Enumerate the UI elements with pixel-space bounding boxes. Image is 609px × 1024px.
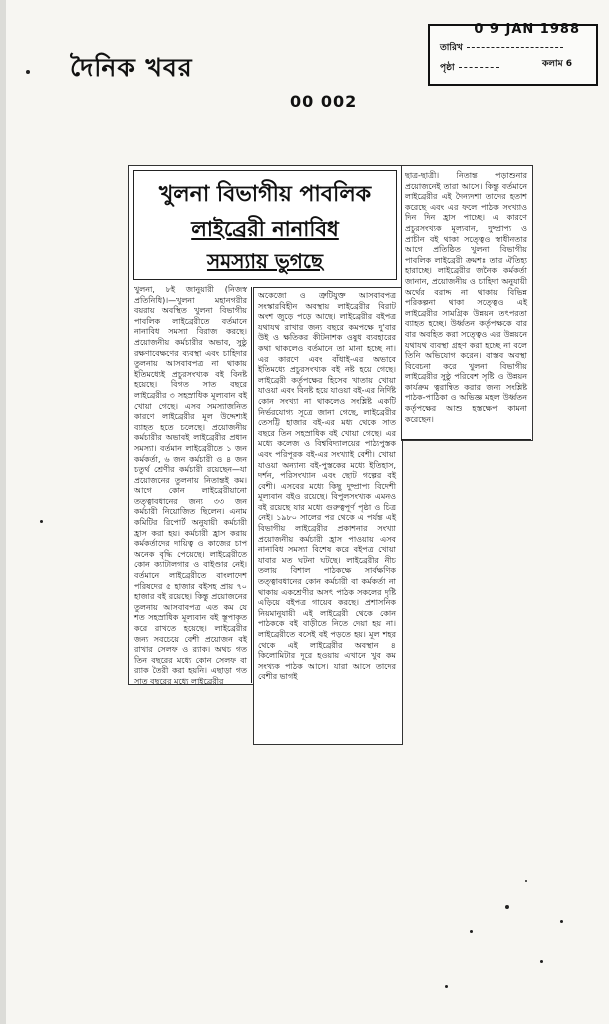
scan-speck bbox=[505, 905, 509, 909]
stamp-date-line bbox=[467, 47, 563, 48]
stamp-column-field bbox=[542, 56, 572, 71]
scan-speck bbox=[470, 930, 473, 933]
scan-speck bbox=[525, 880, 527, 882]
stamp-column-value: 6 bbox=[565, 59, 572, 69]
scan-speck bbox=[445, 985, 448, 988]
scan-speck bbox=[26, 70, 30, 74]
article-column-2: অকেজো ও ত্রুটিযুক্ত আসবাবপত্র সংস্কারবিহীন অবস্থায় লাইব্রেরীর বিরাট অংশ জুড়ে পড়ে আছে। লাইব্রেরীর বইপত্র যথাযথ রাখার জন্য বছরে কমপক্ষে দু'বার উই ও ক্ষতিকর কীটনাশক ওষুধ ব্যবহারের কথা থাকলেও বর্তমানে তা মানা হচ্ছে না। এর কারণে এবং বাঁধাই-এর অভাবে ইতিমধ্যে প্রচুরসংখ্যক বই নষ্ট হয়ে গেছে। লাইব্রেরী কর্তৃপক্ষের হিসেব খাতায় খোয়া যাওয়া এবং বিনষ্ট হয়ে যাওয়া বই-এর নির্দিষ্ট কোন সংখ্যা না থাকলেও সংশ্লিষ্ট একটি নির্ভরযোগ্য সূত্রে জানা গেছে, লাইব্রেরীর তেসট্টি হাজার বই-এর মধ্য থেকে সাত বছরে তিন সহস্রাধিক বই খোয়া গেছে। এর মধ্যে কলেজ ও বিশ্ববিদ্যালয়ের পাঠ্যপুস্তক এবং পরিপূরক বই-এর সংখ্যাই বেশী। খোয়া যাওয়া অন্যান্য বই-পুস্তকের মধ্যে ইতিহাস, দর্শন, পরিসংখ্যান এবং ছোট গল্পের বই বেশী। এসবের মধ্যে কিছু দুষ্প্রাপ্য বিদেশী মূল্যবান বইও রয়েছে। বিপুলসংখ্যক এমনও বই রয়েছে যার মধ্যে গুরুত্বপূর্ণ পৃষ্ঠা ও চিত্র নেই। ১৯৮০ সালের পর থেকে এ পর্যন্ত এই বিভাগীয় লাইব্রেরীর প্রকাশনার সংখ্যা প্রয়োজনীয় কর্মচারী হ্রাস পাওয়ায় এসব নানাবিধ সমস্যা বিশেষ করে বইপত্র খোয়া যাবার মত ঘটনা ঘটছে। লাইব্রেরীর নীচ তলায় বিশাল পাঠকক্ষে সার্বক্ষণিক তত্ত্বাবধানের কোন কর্মচারী বা কর্মকর্তা না থাকায় একশ্রেণীর অসৎ পাঠক সকলের দৃষ্টি এড়িয়ে বইপত্র গায়েব করছে। প্রশাসনিক নিয়মানুযায়ী এই লাইব্রেরী থেকে কোন পাঠককে বই বাড়ীতে নিতে দেয়া হয় না। লাইব্রেরীতে বসেই বই পড়তে হয়। মূল শহর থেকে এই লাইব্রেরীর অবস্থান ৪ কিলোমিটার দূরে হওয়ায় এখানে খুব কম সংখ্যক পাঠক আসে। যারা আসে তাদের বেশীর ভাগই bbox=[258, 291, 396, 682]
stamp-date-label: তারিখ bbox=[440, 43, 463, 53]
page-edge bbox=[0, 0, 6, 1024]
headline-line-1: খুলনা বিভাগীয় পাবলিক bbox=[158, 182, 372, 207]
stamp-page-line bbox=[459, 67, 499, 68]
scan-speck bbox=[560, 920, 563, 923]
clipping-divider bbox=[401, 439, 531, 440]
stamp-column-label: কলাম bbox=[541, 59, 563, 69]
scan-speck bbox=[40, 520, 43, 523]
article-headline bbox=[133, 170, 397, 280]
scan-speck bbox=[540, 960, 543, 963]
headline-line-2: লাইব্রেরী নানাবিধ bbox=[191, 217, 339, 241]
newspaper-name: দৈনিক খবর bbox=[70, 53, 193, 82]
headline-line-3: সমস্যায় ভুগছে bbox=[206, 249, 324, 273]
article-column-3: ছাত্র-ছাত্রী। নিতান্ত পড়াশুনার প্রয়োজনেই তারা আসে। কিন্তু বর্তমানে লাইব্রেরীর এই দৈন্যদশা তাদের হতাশ করেছে এবং এর ফলে পাঠক সংখ্যাও দিন দিন হ্রাস পাচ্ছে। এ কারণে প্রচুরসংখ্যক মূল্যবান, দুষ্প্রাপ্য ও প্রাচীন বই থাকা সত্ত্বেও স্বাধীনতার আগে প্রতিষ্ঠিত খুলনা বিভাগীয় পাবলিক লাইব্রেরী ক্রমশঃ তার ঐতিহ্য হারাচ্ছে। লাইব্রেরীর জনৈক কর্মকর্তা জানান, প্রয়োজনীয় ও চাহিদা অনুযায়ী অর্থের বরাদ্দ না থাকায় বিভিন্ন পরিকল্পনা থাকা সত্ত্বেও এই লাইব্রেরীর সামগ্রিক উন্নয়ন তৎপরতা ব্যাহত হচ্ছে। উর্ধ্বতন কর্তৃপক্ষকে বার বার অবহিত করা সত্ত্বেও এর উন্নয়নে যথাযথ ব্যবস্থা গ্রহণ করা হচ্ছে না বলে তিনি অভিযোগ করেন। বাস্তব অবস্থা বিবেচনা করে খুলনা বিভাগীয় লাইব্রেরীর সুষ্ঠু পরিবেশ সৃষ্টি ও উন্নয়ন কার্যক্রম ত্বরান্বিত করার জন্য সংশ্লিষ্ট পাঠক-পাঠিকা ও অভিজ্ঞ মহল উর্ধ্বতন কর্তৃপক্ষের আশু হস্তক্ষেপ কামনা করেছেন। bbox=[405, 171, 527, 424]
stamp-date: 0 9 JAN 1988 bbox=[474, 22, 580, 37]
date-stamp bbox=[428, 24, 598, 86]
column-rule bbox=[251, 287, 252, 683]
serial-number: 00 002 bbox=[290, 92, 358, 111]
stamp-page-label: পৃষ্ঠা bbox=[440, 63, 455, 73]
stamp-page-row bbox=[440, 60, 499, 75]
stamp-date-row bbox=[440, 40, 563, 55]
article-column-1: খুলনা, ৮ই জানুয়ারী (নিজস্ব প্রতিনিধি)।—খুলনা মহানগরীর বয়রায় অবস্থিত খুলনা বিভাগীয় পাবলিক লাইব্রেরীতে বর্তমানে নানাবিধ সমস্যা বিরাজ করছে। প্রয়োজনীয় কর্মচারীর অভাব, সুষ্ঠু রক্ষণাবেক্ষণের ব্যবস্থা এবং চাহিদার তুলনায় আসবাবপত্র না থাকায় ইতিমধ্যেই প্রচুরসংখ্যক বই বিনষ্ট হয়েছে। বিগত সাত বছরে লাইব্রেরীর ৩ সহস্রাধিক মূল্যবান বই খোয়া গেছে। এসব সমস্যাজনিত কারণে লাইব্রেরীর মূল উদ্দেশ্যই ব্যাহত হতে চলেছে। প্রয়োজনীয় কর্মচারীর অভাবই লাইব্রেরীর প্রধান সমস্যা। বর্তমান লাইব্রেরীতে ১ জন কর্মকর্তা, ৬ জন কর্মচারী ও ৪ জন চতুর্থ শ্রেণীর কর্মচারী রয়েছেন—যা প্রয়োজনের তুলনায় নিতান্তই কম। আগে কোন লাইব্রেরীয়ানো তত্ত্বাবধানের জন্য ৩৩ জন কর্মচারী নিয়োজিত ছিলেন। এনাম কমিটির রিপোর্ট অনুযায়ী কর্মচারী হ্রাস করা হয়। কর্মচারী হ্রাস করায় কর্মকর্তাদের দায়িত্ব ও কাজের চাপ অনেক বৃদ্ধি পেয়েছে। লাইব্রেরীতে কোন ক্যাটালগার ও বাইণ্ডার নেই। বর্তমানে লাইব্রেরীতে বাংলাদেশ পরিষদের ৫ হাজার বইসহ প্রায় ৭০ হাজার বই রয়েছে। কিন্তু প্রয়োজনের তুলনায় আসবাবপত্র এত কম যে শত সহস্রাধিক মূল্যবান বই স্তূপাকৃত করে রাখতে হয়েছে। লাইব্রেরীর জন্য সবচেয়ে বেশী প্রয়োজন বই রাখার সেলফ ও র‍্যাক। অথচ গত তিন বছরের মধ্যে কোন সেলফ বা র‍্যাক তৈরী করা হয়নি। এছাড়া গত সাত বছরের মধ্যে লাইব্রেরীর bbox=[134, 285, 247, 686]
